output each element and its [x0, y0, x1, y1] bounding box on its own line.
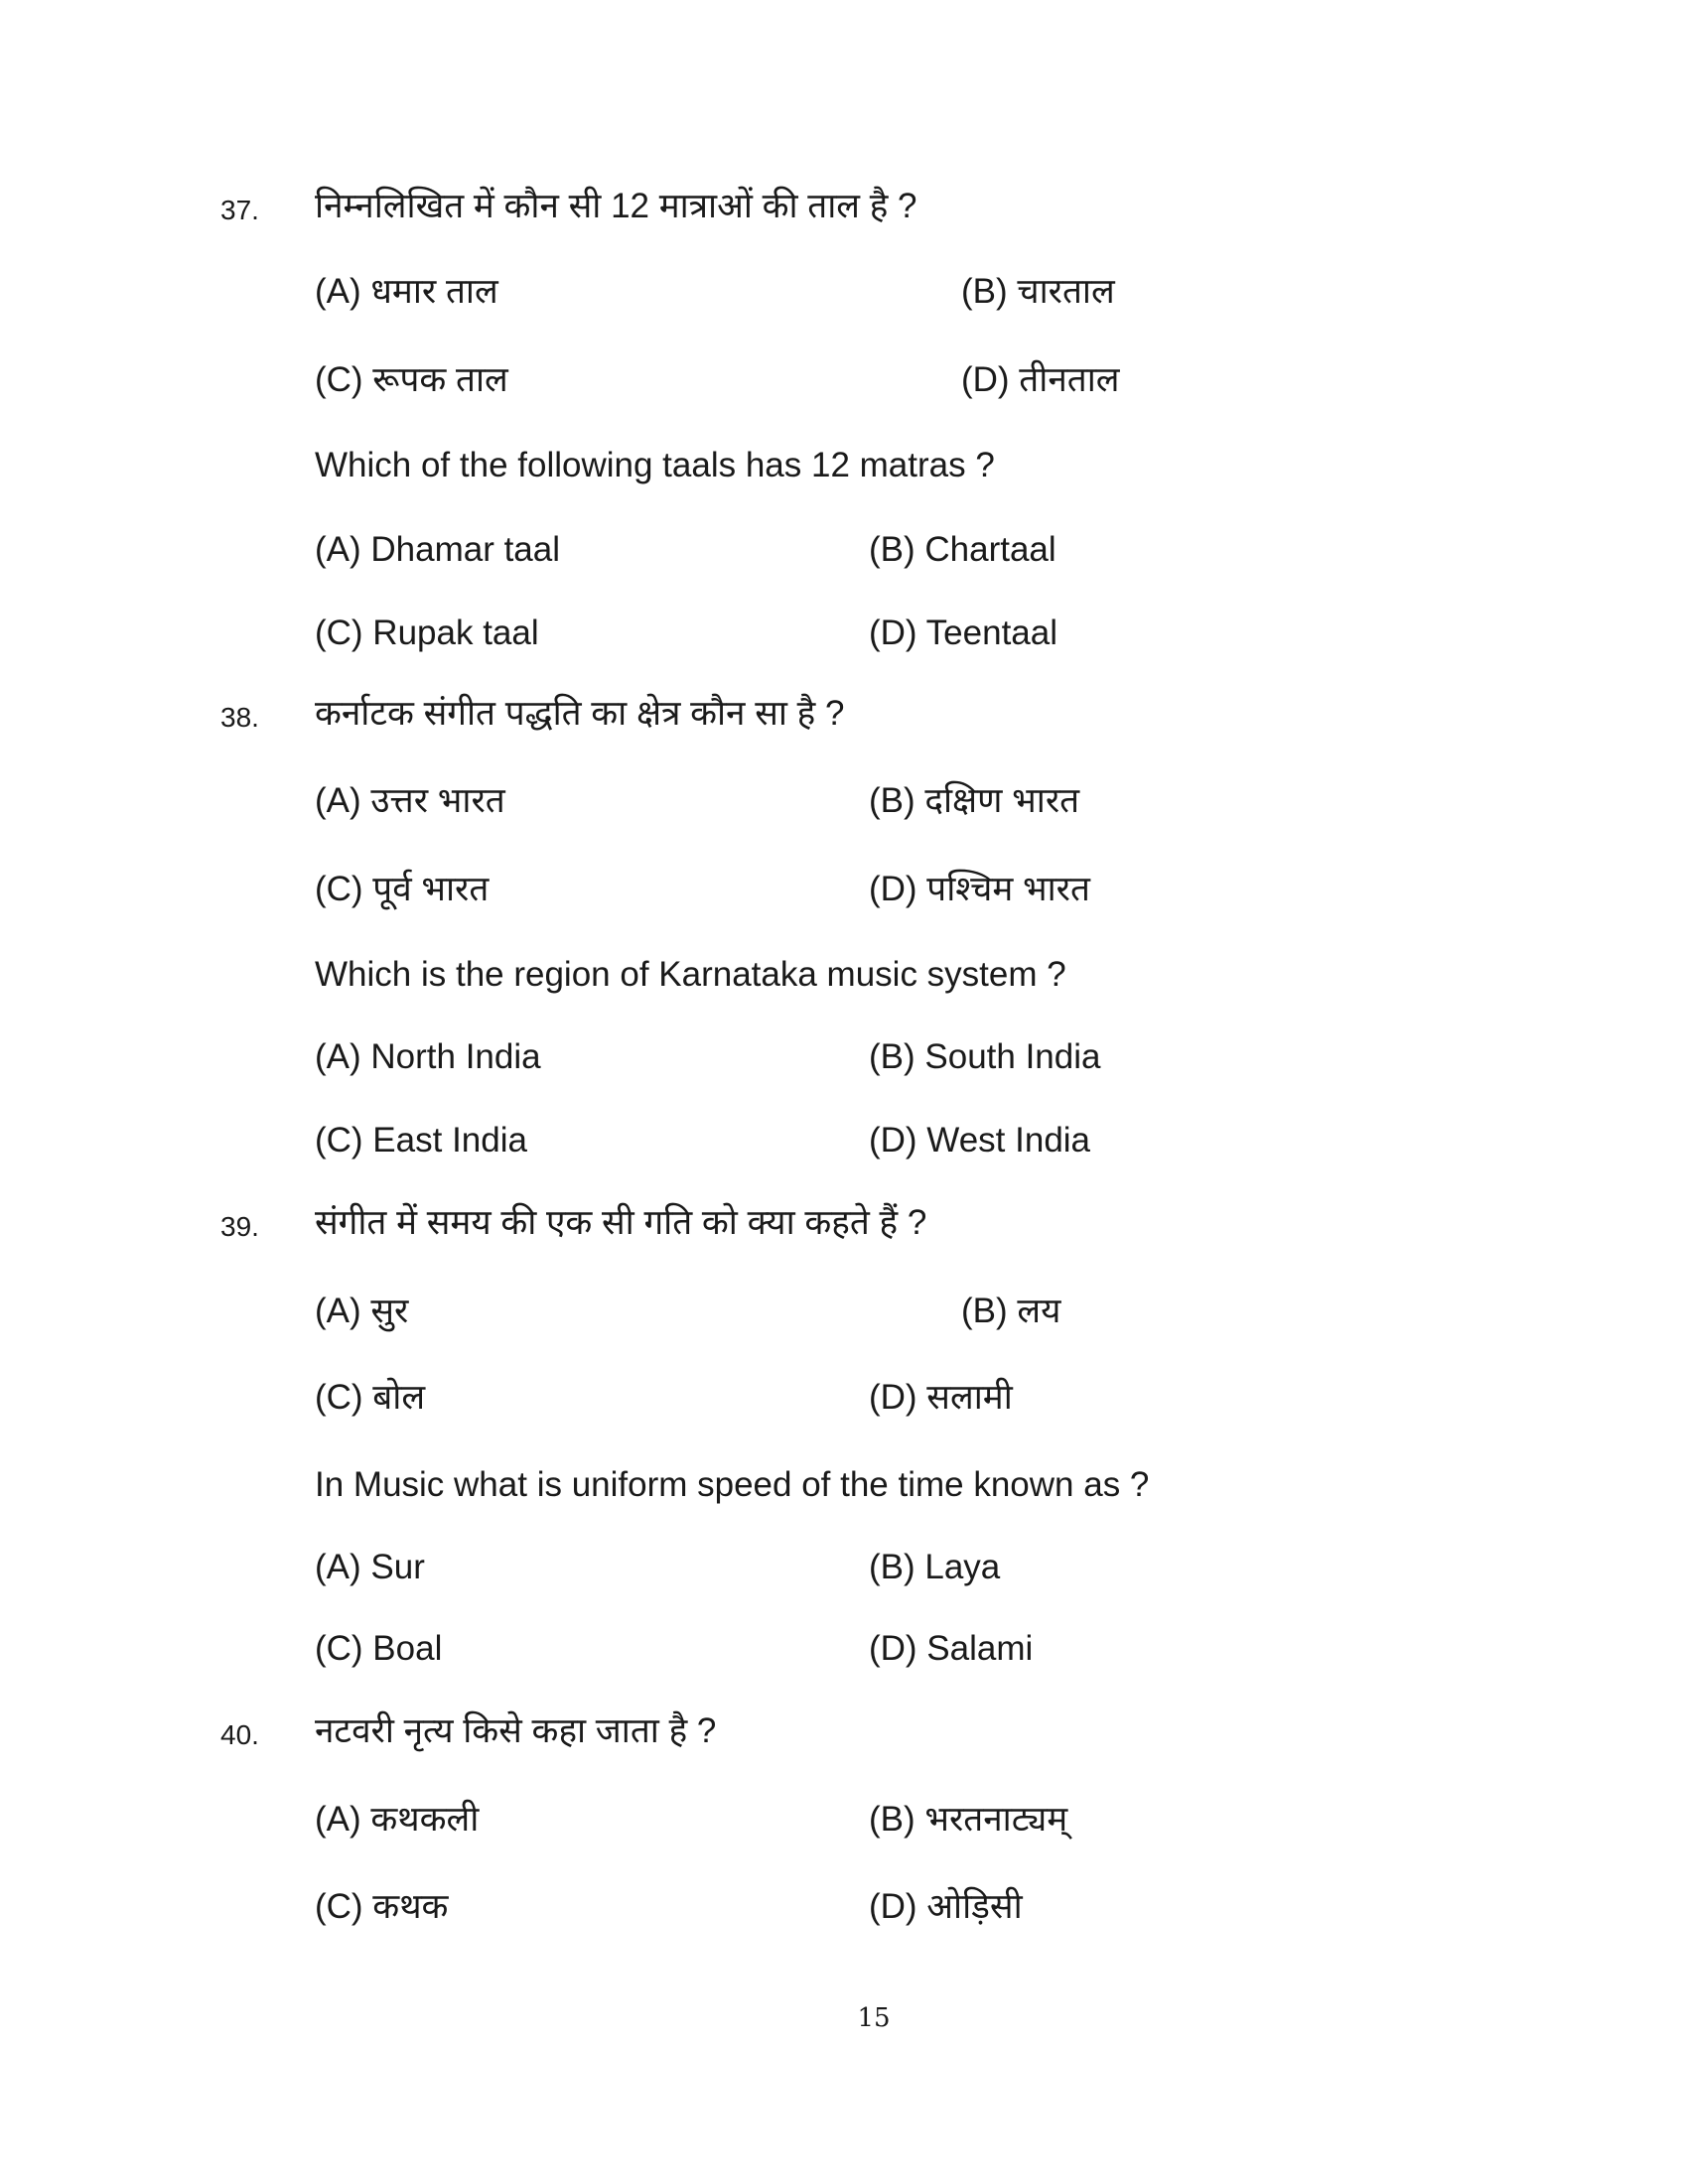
question-text-hindi: निम्नलिखित में कौन सी 12 मात्राओं की ताल है ?	[315, 187, 917, 225]
question-text-hindi: नटवरी नृत्य किसे कहा जाता है ?	[315, 1711, 717, 1750]
page-number: 15	[857, 2003, 891, 2033]
option-d-hindi: (D) सलामी	[869, 1378, 1013, 1417]
option-c-hindi: (C) पूर्व भारत	[315, 870, 490, 908]
option-c-hindi: (C) बोल	[315, 1378, 426, 1417]
option-c-english: (C) Rupak taal	[315, 614, 539, 652]
question-number: 37.	[220, 195, 259, 225]
question-text-english: Which of the following taals has 12 matras ?	[315, 446, 995, 484]
question-text-hindi: संगीत में समय की एक सी गति को क्या कहते हैं ?	[315, 1203, 927, 1242]
option-b-english: (B) Chartaal	[869, 530, 1056, 569]
option-a-english: (A) Dhamar taal	[315, 530, 561, 569]
question-number: 38.	[220, 702, 259, 733]
option-b-english: (B) Laya	[869, 1548, 1001, 1586]
question-number: 39.	[220, 1211, 259, 1242]
option-c-english: (C) East India	[315, 1121, 527, 1160]
option-d-hindi: (D) पश्चिम भारत	[869, 870, 1090, 908]
option-d-english: (D) West India	[869, 1121, 1091, 1160]
option-c-hindi: (C) रूपक ताल	[315, 360, 508, 399]
option-d-english: (D) Teentaal	[869, 614, 1058, 652]
option-a-english: (A) Sur	[315, 1548, 425, 1586]
option-d-english: (D) Salami	[869, 1629, 1034, 1668]
option-b-hindi: (B) लय	[961, 1292, 1061, 1330]
option-a-english: (A) North India	[315, 1037, 541, 1076]
option-a-hindi: (A) धमार ताल	[315, 272, 498, 311]
option-b-hindi: (B) दक्षिण भारत	[869, 781, 1080, 820]
question-text-hindi: कर्नाटक संगीत पद्धति का क्षेत्र कौन सा है ?	[315, 694, 845, 733]
question-text-english: In Music what is uniform speed of the time known as ?	[315, 1465, 1150, 1504]
option-d-hindi: (D) ओड़िसी	[869, 1887, 1023, 1926]
option-d-hindi: (D) तीनताल	[961, 360, 1120, 399]
question-number: 40.	[220, 1719, 259, 1750]
option-b-english: (B) South India	[869, 1037, 1101, 1076]
option-c-english: (C) Boal	[315, 1629, 443, 1668]
option-b-hindi: (B) भरतनाट्यम्	[869, 1800, 1068, 1839]
option-a-hindi: (A) कथकली	[315, 1800, 480, 1839]
option-c-hindi: (C) कथक	[315, 1887, 449, 1926]
question-text-english: Which is the region of Karnataka music system ?	[315, 955, 1066, 994]
option-a-hindi: (A) उत्तर भारत	[315, 781, 505, 820]
option-b-hindi: (B) चारताल	[961, 272, 1115, 311]
option-a-hindi: (A) सुर	[315, 1292, 409, 1330]
